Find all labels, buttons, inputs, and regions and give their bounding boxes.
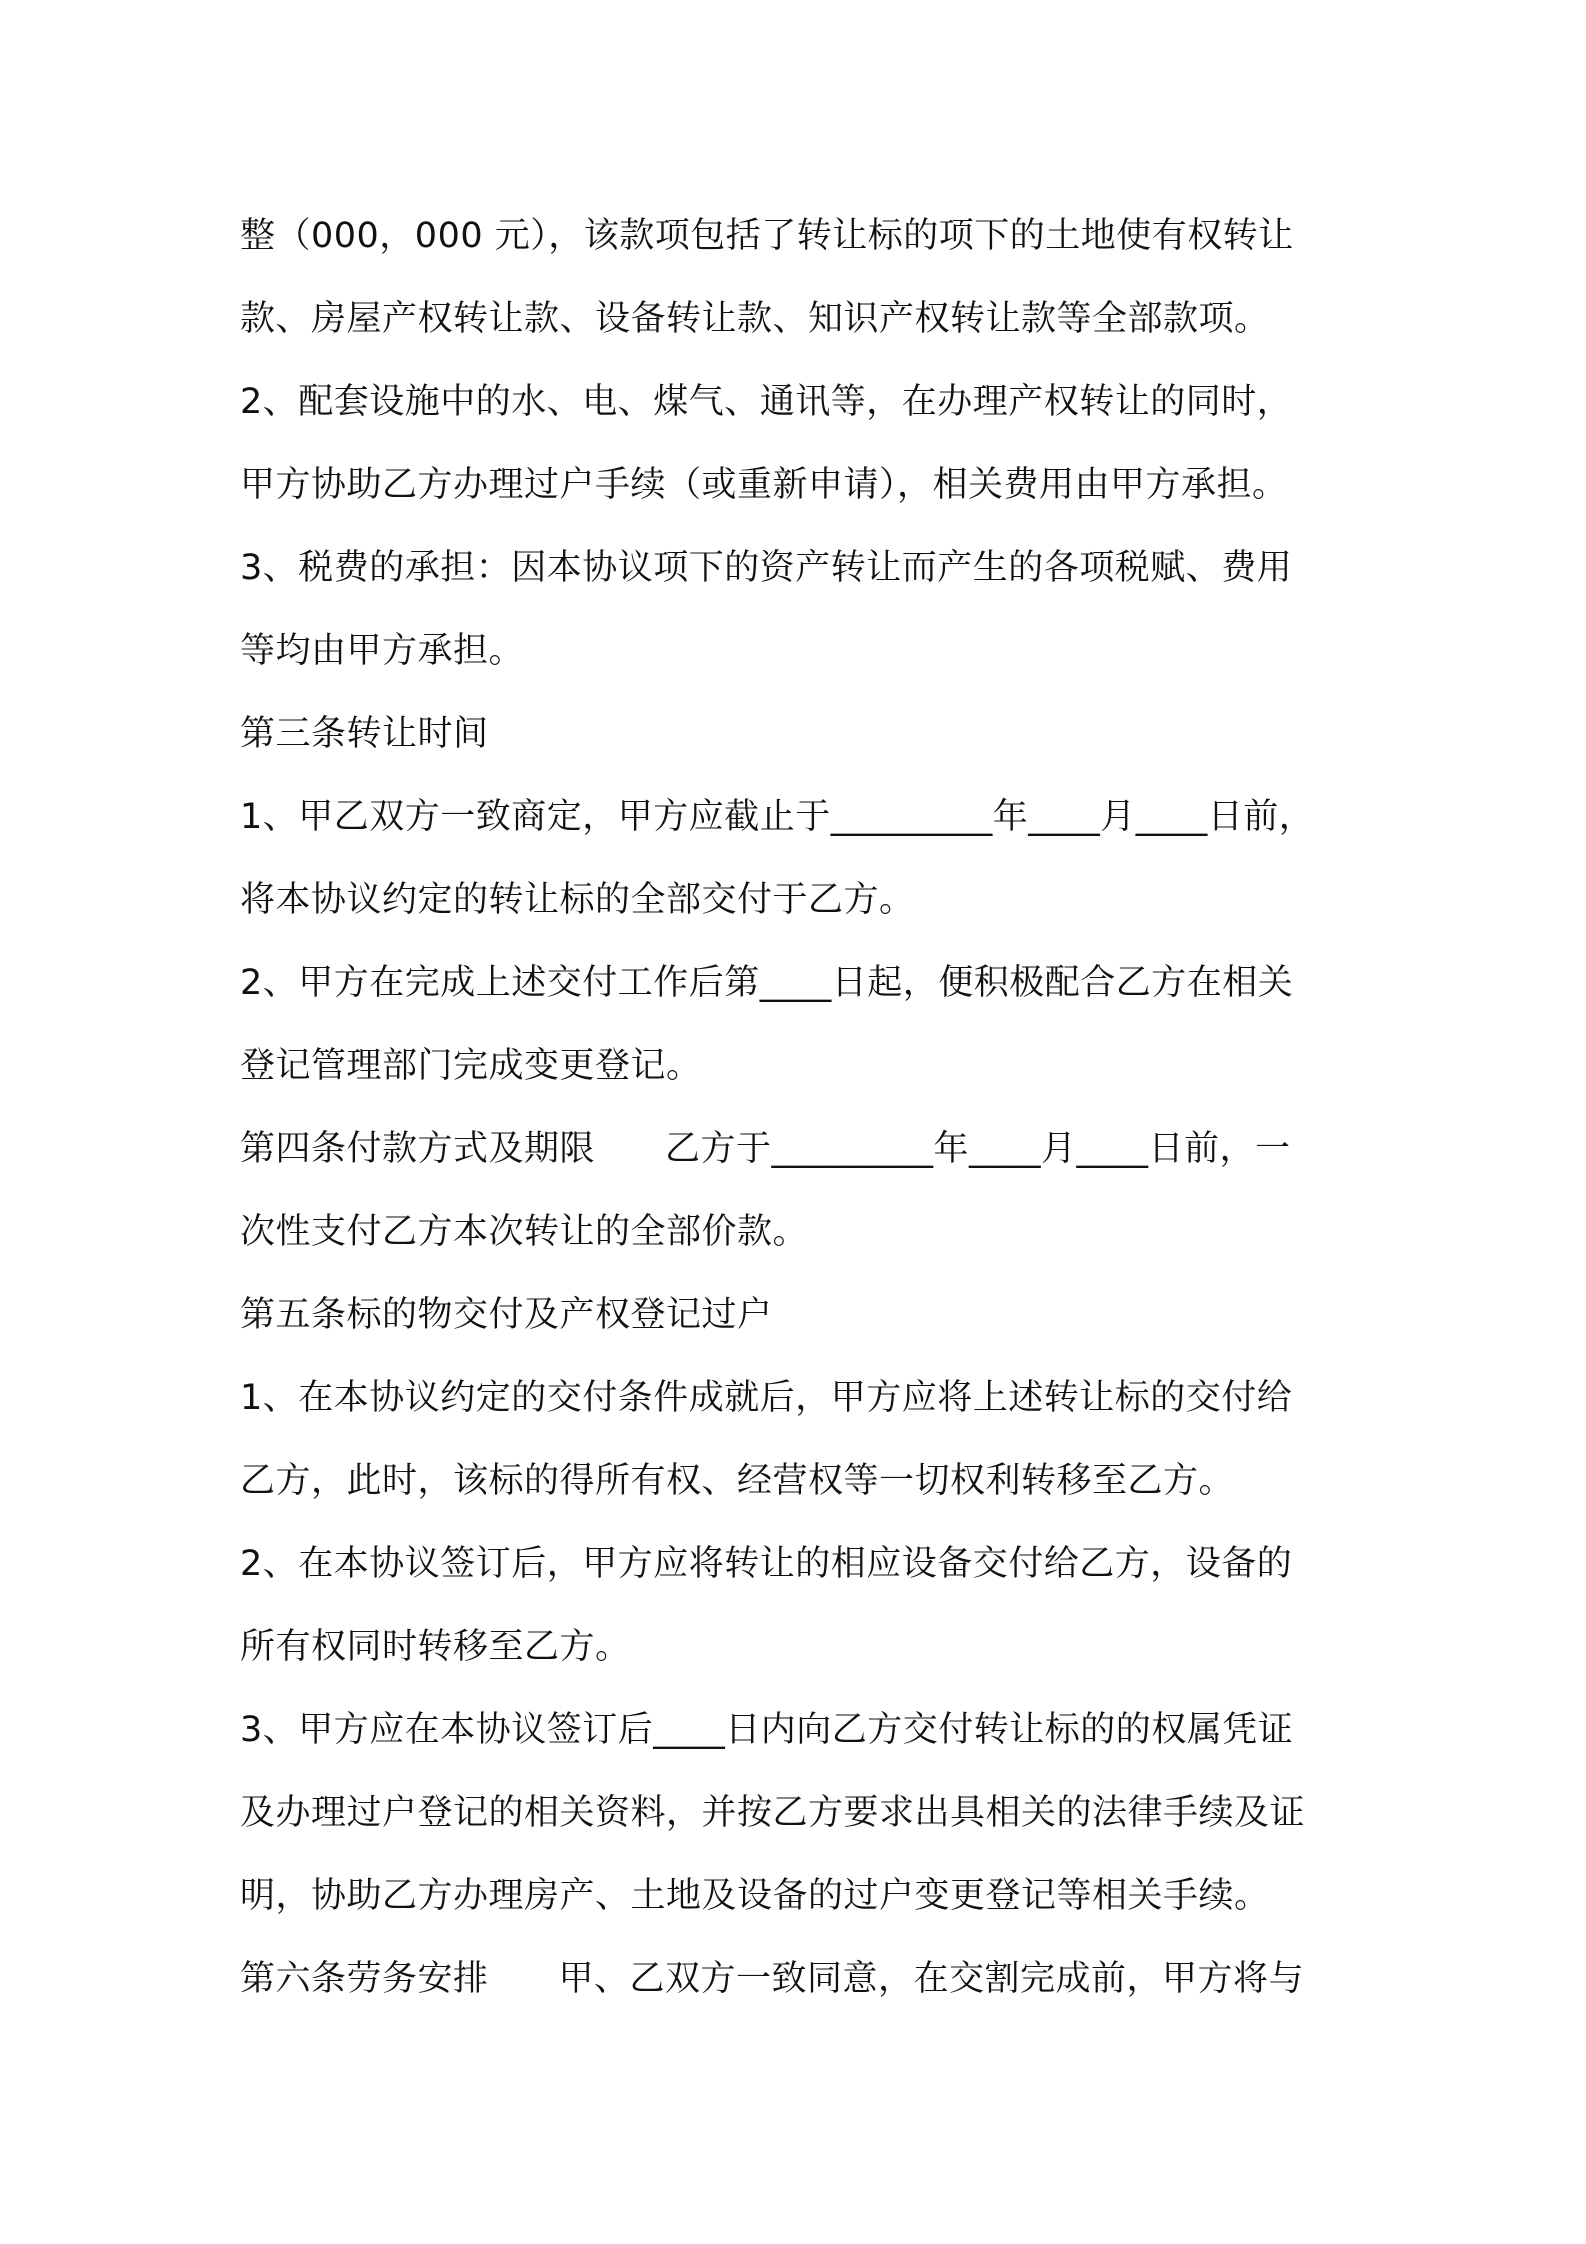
text-line: 3、甲方应在本协议签订后____日内向乙方交付转让标的的权属凭证 <box>240 1710 1294 1750</box>
article-6-text: 甲、乙双方一致同意，在交割完成前，甲方将与 <box>558 1959 1305 1999</box>
text-line: 等均由甲方承担。 <box>240 631 525 671</box>
text-line: 将本协议约定的转让标的全部交付于乙方。 <box>240 880 915 920</box>
section-heading-article-4: 第四条付款方式及期限 <box>240 1129 596 1169</box>
text-line: 1、甲乙双方一致商定，甲方应截止于_________年____月____日前， <box>240 797 1315 837</box>
article-4-text: 乙方于_________年____月____日前，一 <box>665 1129 1291 1169</box>
section-heading-article-6: 第六条劳务安排 <box>240 1959 489 1999</box>
text-line: 明，协助乙方办理房产、土地及设备的过户变更登记等相关手续。 <box>240 1876 1270 1916</box>
text-line: 2、配套设施中的水、电、煤气、通讯等，在办理产权转让的同时， <box>240 382 1293 422</box>
text-line-article-4 <box>240 1108 1360 1191</box>
text-line: 2、甲方在完成上述交付工作后第____日起，便积极配合乙方在相关 <box>240 963 1294 1003</box>
text-line: 甲方协助乙方办理过户手续（或重新申请），相关费用由甲方承担。 <box>240 465 1288 505</box>
text-line: 乙方，此时，该标的得所有权、经营权等一切权利转移至乙方。 <box>240 1461 1235 1501</box>
text-line: 及办理过户登记的相关资料，并按乙方要求出具相关的法律手续及证 <box>240 1793 1306 1833</box>
text-line: 次性支付乙方本次转让的全部价款。 <box>240 1212 809 1252</box>
text-line: 整（000，000 元），该款项包括了转让标的项下的土地使有权转让 <box>240 216 1294 256</box>
text-line: 所有权同时转移至乙方。 <box>240 1627 631 1667</box>
text-line: 登记管理部门完成变更登记。 <box>240 1046 702 1086</box>
text-line: 2、在本协议签订后，甲方应将转让的相应设备交付给乙方，设备的 <box>240 1544 1293 1584</box>
text-line-article-6 <box>240 1938 1360 2021</box>
text-line: 款、房屋产权转让款、设备转让款、知识产权转让款等全部款项。 <box>240 299 1270 339</box>
text-line: 3、税费的承担：因本协议项下的资产转让而产生的各项税赋、费用 <box>240 548 1293 588</box>
document-body <box>240 195 1360 2021</box>
section-heading-article-3: 第三条转让时间 <box>240 714 489 754</box>
section-heading-article-5: 第五条标的物交付及产权登记过户 <box>240 1295 773 1335</box>
text-line: 1、在本协议约定的交付条件成就后，甲方应将上述转让标的交付给 <box>240 1378 1293 1418</box>
